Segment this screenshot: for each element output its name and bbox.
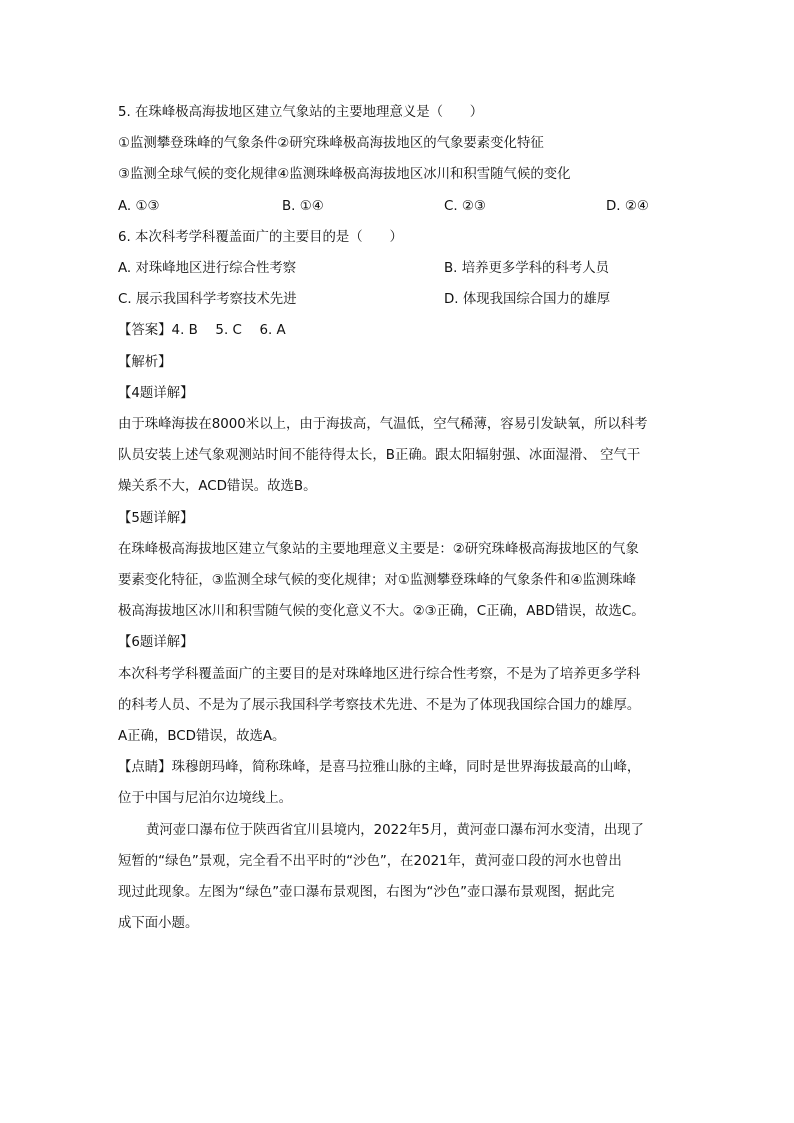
q6-option-b: B. 培养更多学科的科考人员 xyxy=(444,261,609,276)
q5-detail-heading: 【5题详解】 xyxy=(118,511,194,526)
q5-option-d: D. ②④ xyxy=(606,199,649,214)
q5-option-c: C. ②③ xyxy=(444,199,486,214)
q5-option-b: B. ①④ xyxy=(282,199,324,214)
answer-line: 【答案】4. B 5. C 6. A xyxy=(118,323,286,338)
q6-option-a: A. 对珠峰地区进行综合性考察 xyxy=(118,261,297,276)
q5-stem: 5. 在珠峰极高海拔地区建立气象站的主要地理意义是（ ） xyxy=(118,105,484,120)
material-line: 黄河壶口瀑布位于陕西省宜川县境内，2022年5月，黄河壶口瀑布河水变清，出现了 xyxy=(146,823,644,838)
q6-detail-heading: 【6题详解】 xyxy=(118,635,194,650)
q5-detail-line: 极高海拔地区冰川和积雪随气候的变化意义不大。②③正确，C正确，ABD错误，故选C。 xyxy=(118,604,645,619)
q6-option-d: D. 体现我国综合国力的雄厚 xyxy=(444,292,611,307)
q6-detail-line: 的科考人员、不是为了展示我国科学考察技术先进、不是为了体现我国综合国力的雄厚。 xyxy=(118,698,641,713)
dianjing-line-2: 位于中国与尼泊尔边境线上。 xyxy=(118,791,293,806)
q4-detail-line: 由于珠峰海拔在8000米以上，由于海拔高，气温低，空气稀薄，容易引发缺氧，所以科考 xyxy=(118,417,648,432)
q6-detail-line: 本次科考学科覆盖面广的主要目的是对珠峰地区进行综合性考察，不是为了培养更多学科 xyxy=(118,667,641,682)
q5-option-a: A. ①③ xyxy=(118,199,160,214)
q6-stem: 6. 本次科考学科覆盖面广的主要目的是（ ） xyxy=(118,230,403,245)
dianjing-line-1 xyxy=(118,758,640,778)
q5-item-line-1: ①监测攀登珠峰的气象条件②研究珠峰极高海拔地区的气象要素变化特征 xyxy=(118,136,544,151)
dianjing-text: 珠穆朗玛峰，简称珠峰，是喜马拉雅山脉的主峰，同时是世界海拔最高的山峰， xyxy=(171,760,641,775)
dianjing-label: 【点睛】 xyxy=(118,760,172,775)
q4-detail-heading: 【4题详解】 xyxy=(118,386,194,401)
q5-item-line-2: ③监测全球气候的变化规律④监测珠峰极高海拔地区冰川和积雪随气候的变化 xyxy=(118,167,571,182)
material-line: 短暂的“绿色”景观，完全看不出平时的“沙色”，在2021年，黄河壶口段的河水也曾出 xyxy=(118,854,622,869)
material-line: 成下面小题。 xyxy=(118,916,199,931)
analysis-heading: 【解析】 xyxy=(118,355,172,370)
material-line: 现过此现象。左图为“绿色”壶口瀑布景观图，右图为“沙色”壶口瀑布景观图，据此完 xyxy=(118,885,615,900)
q6-option-c: C. 展示我国科学考察技术先进 xyxy=(118,292,297,307)
q4-detail-line: 队员安装上述气象观测站时间不能待得太长，B正确。跟太阳辐射强、冰面湿滑、 空气干 xyxy=(118,448,641,463)
q4-detail-line: 燥关系不大，ACD错误。故选B。 xyxy=(118,479,317,494)
q6-detail-line: A正确，BCD错误，故选A。 xyxy=(118,729,286,744)
q5-detail-line: 在珠峰极高海拔地区建立气象站的主要地理意义主要是：②研究珠峰极高海拔地区的气象 xyxy=(118,542,639,557)
q5-detail-line: 要素变化特征，③监测全球气候的变化规律；对①监测攀登珠峰的气象条件和④监测珠峰 xyxy=(118,573,637,588)
